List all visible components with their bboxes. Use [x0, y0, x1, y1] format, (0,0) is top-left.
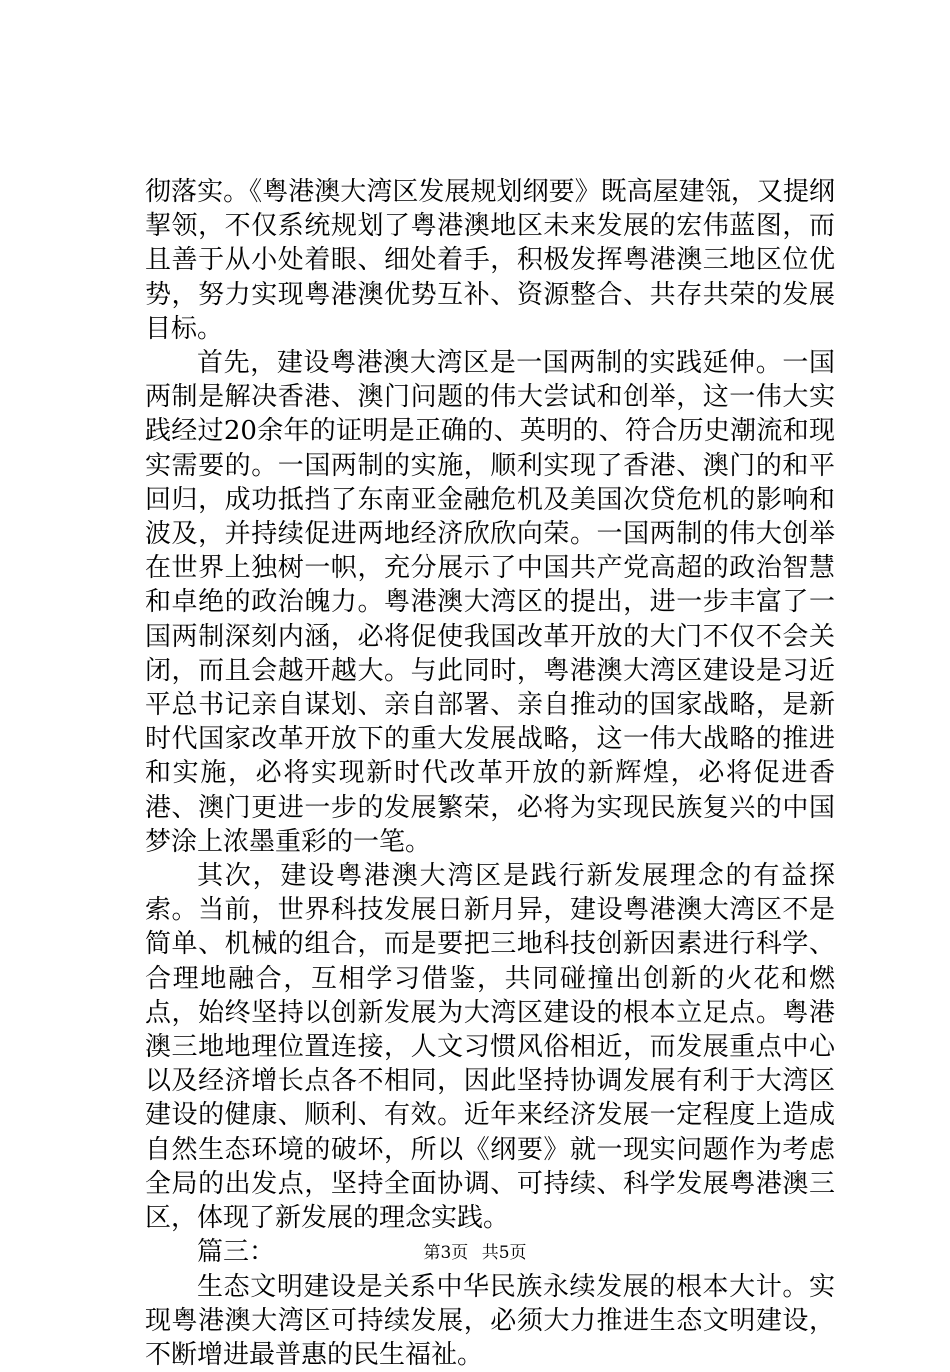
section-heading: 篇三：	[145, 1235, 835, 1269]
paragraph-first-point: 首先，建设粤港澳大湾区是一国两制的实践延伸。一国两制是解决香港、澳门问题的伟大尝试和创举，这一伟大实践经过20余年的证明是正确的、英明的、符合历史潮流和现实需要的。一国两制的实施，顺利实现了香港、澳门的和平回归，成功抵挡了东南亚金融危机及美国次贷危机的影响和波及，并持续促进两地经济欣欣向荣。一国两制的伟大创举在世界上独树一帜，充分展示了中国共产党高超的政治智慧和卓绝的政治魄力。粤港澳大湾区的提出，进一步丰富了一国两制深刻内涵，必将促使我国改革开放的大门不仅不会关闭，而且会越开越大。与此同时，粤港澳大湾区建设是习近平总书记亲自谋划、亲自部署、亲自推动的国家战略，是新时代国家改革开放下的重大发展战略，这一伟大战略的推进和实施，必将实现新时代改革开放的新辉煌，必将促进香港、澳门更进一步的发展繁荣，必将为实现民族复兴的中国梦涂上浓墨重彩的一笔。	[145, 346, 835, 859]
paragraph-section-three: 生态文明建设是关系中华民族永续发展的根本大计。实现粤港澳大湾区可持续发展，必须大力推进生态文明建设，不断增进最普惠的民生福祉。	[145, 1270, 835, 1372]
paragraph-continuation: 彻落实。《粤港澳大湾区发展规划纲要》既高屋建瓴，又提纲挈领，不仅系统规划了粤港澳地区未来发展的宏伟蓝图，而且善于从小处着眼、细处着手，积极发挥粤港澳三地区位优势，努力实现粤港澳优势互补、资源整合、共存共荣的发展目标。	[145, 175, 835, 346]
document-body	[145, 175, 835, 1372]
paragraph-second-point: 其次，建设粤港澳大湾区是践行新发展理念的有益探索。当前，世界科技发展日新月异，建设粤港澳大湾区不是简单、机械的组合，而是要把三地科技创新因素进行科学、合理地融合，互相学习借鉴，共同碰撞出创新的火花和燃点，始终坚持以创新发展为大湾区建设的根本立足点。粤港澳三地地理位置连接，人文习惯风俗相近，而发展重点中心以及经济增长点各不相同，因此坚持协调发展有利于大湾区建设的健康、顺利、有效。近年来经济发展一定程度上造成自然生态环境的破坏，所以《纲要》就一现实问题作为考虑全局的出发点，坚持全面协调、可持续、科学发展粤港澳三区，体现了新发展的理念实践。	[145, 859, 835, 1235]
page-number: 第3页	[423, 1243, 468, 1263]
page-footer	[0, 1242, 950, 1264]
page-total: 共5页	[482, 1243, 527, 1263]
